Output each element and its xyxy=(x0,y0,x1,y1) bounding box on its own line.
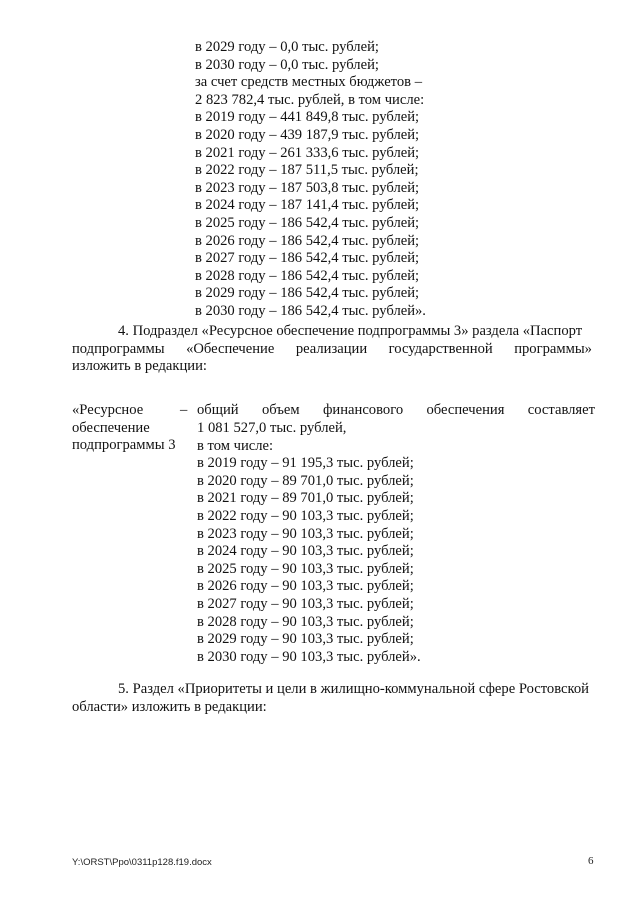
list-item: 2 823 782,4 тыс. рублей, в том числе: xyxy=(195,91,425,108)
justified-word: составляет xyxy=(527,402,595,418)
list-item: в 2026 году – 90 103,3 тыс. рублей; xyxy=(197,578,414,595)
item-5-line-2: области» изложить в редакции: xyxy=(72,698,267,715)
funding-continuation-list xyxy=(195,39,426,321)
item-5-line-1: 5. Раздел «Приоритеты и цели в жилищно-коммунальной сфере Ростовской xyxy=(118,681,589,697)
resource-year-list xyxy=(197,420,421,666)
item-4-line-3: изложить в редакции: xyxy=(72,358,207,375)
justified-word: обеспечения xyxy=(426,402,505,418)
resource-dash: – xyxy=(180,402,188,418)
item-5-paragraph xyxy=(72,681,597,716)
list-item: в 2023 году – 187 503,8 тыс. рублей; xyxy=(195,179,420,196)
list-item: в 2022 году – 187 511,5 тыс. рублей; xyxy=(195,162,419,179)
list-item: в 2019 году – 91 195,3 тыс. рублей; xyxy=(197,455,414,472)
resource-first-line-words xyxy=(197,402,595,420)
list-item: в 2030 году – 90 103,3 тыс. рублей». xyxy=(197,648,421,665)
list-item: в 2024 году – 187 141,4 тыс. рублей; xyxy=(195,197,420,214)
justified-word: объем xyxy=(261,402,300,418)
list-item: в 2022 году – 90 103,3 тыс. рублей; xyxy=(197,507,414,524)
list-item: в 2029 году – 186 542,4 тыс. рублей; xyxy=(195,285,420,302)
list-item: в 2019 году – 441 849,8 тыс. рублей; xyxy=(195,109,420,126)
justified-word: «Обеспечение xyxy=(186,340,275,357)
list-item: в 2020 году – 439 187,9 тыс. рублей; xyxy=(195,126,420,143)
page-number: 6 xyxy=(588,855,594,867)
list-item: в 2020 году – 89 701,0 тыс. рублей; xyxy=(197,472,414,489)
list-item: 1 081 527,0 тыс. рублей, xyxy=(197,420,347,436)
resource-label-line: подпрограммы 3 xyxy=(72,437,176,454)
list-item: в 2027 году – 186 542,4 тыс. рублей; xyxy=(195,250,420,267)
list-item: в 2025 году – 90 103,3 тыс. рублей; xyxy=(197,560,414,577)
list-item: в 2027 году – 90 103,3 тыс. рублей; xyxy=(197,595,414,612)
resource-label-line: обеспечение xyxy=(72,419,150,436)
list-item: в 2026 году – 186 542,4 тыс. рублей; xyxy=(195,232,420,249)
list-item: в 2029 году – 0,0 тыс. рублей; xyxy=(195,39,379,55)
list-item: за счет средств местных бюджетов – xyxy=(195,74,422,91)
list-item: в 2030 году – 0,0 тыс. рублей; xyxy=(195,56,379,73)
resource-label-cell xyxy=(72,402,176,455)
resource-label-line: «Ресурсное xyxy=(72,402,144,418)
list-item: в 2028 году – 186 542,4 тыс. рублей; xyxy=(195,267,420,284)
justified-word: подпрограммы xyxy=(72,340,165,357)
resource-first-line xyxy=(197,402,595,420)
list-item: в 2028 году – 90 103,3 тыс. рублей; xyxy=(197,613,414,630)
item-4-paragraph xyxy=(72,323,592,376)
list-item: в 2023 году – 90 103,3 тыс. рублей; xyxy=(197,525,414,542)
list-item: в 2024 году – 90 103,3 тыс. рублей; xyxy=(197,543,414,560)
list-item: в 2030 году – 186 542,4 тыс. рублей». xyxy=(195,302,426,319)
justified-word: общий xyxy=(197,402,239,418)
list-item: в 2029 году – 90 103,3 тыс. рублей; xyxy=(197,631,414,648)
list-item: в 2025 году – 186 542,4 тыс. рублей; xyxy=(195,214,420,231)
list-item: в 2021 году – 89 701,0 тыс. рублей; xyxy=(197,490,414,507)
list-item: в 2021 году – 261 333,6 тыс. рублей; xyxy=(195,144,420,161)
item-4-line-2 xyxy=(72,341,592,359)
justified-word: программы» xyxy=(514,340,592,357)
list-item: в том числе: xyxy=(197,437,274,454)
footer-file-path: Y:\ORST\Ppo\0311p128.f19.docx xyxy=(72,857,212,868)
justified-word: государственной xyxy=(388,340,493,357)
justified-word: финансового xyxy=(322,402,404,418)
item-4-line-1: 4. Подраздел «Ресурсное обеспечение подпрограммы 3» раздела «Паспорт xyxy=(118,323,583,339)
justified-word: реализации xyxy=(295,340,368,357)
